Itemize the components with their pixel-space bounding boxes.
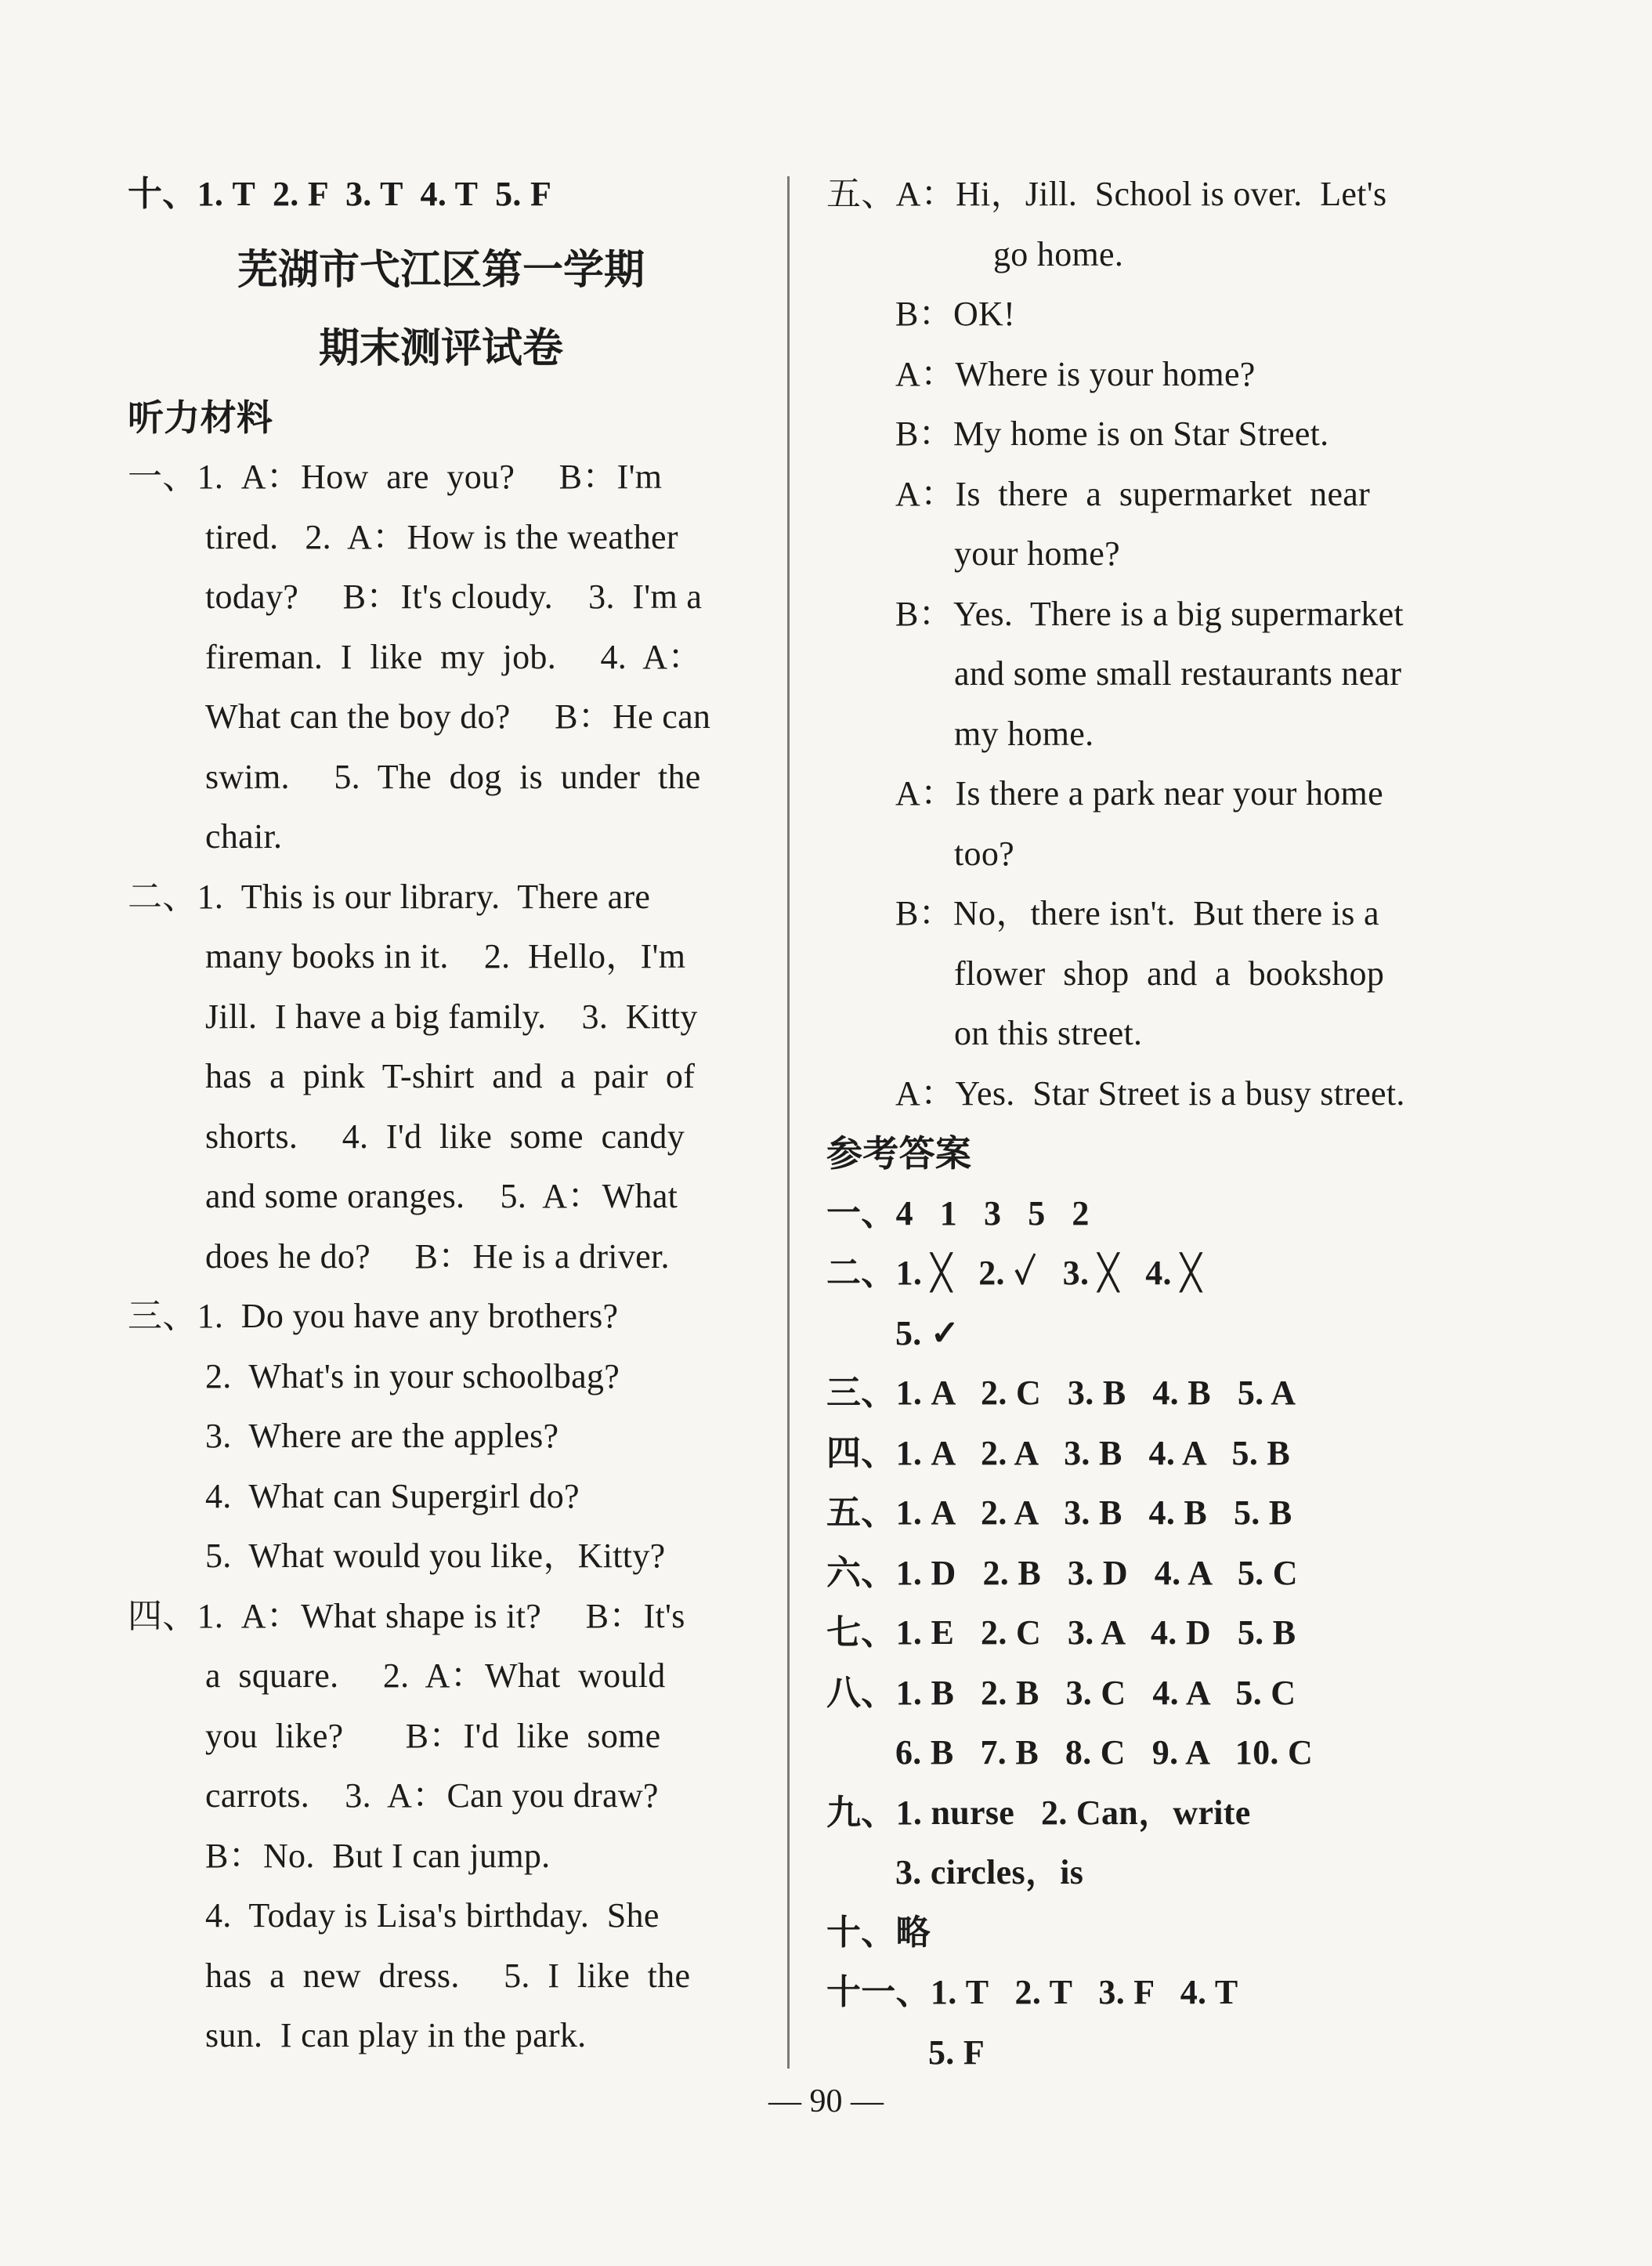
listening-s1-line: tired. 2. A：How is the weather <box>205 517 678 556</box>
listening-s1-line: 一、1. A：How are you? B：I'm <box>128 458 663 496</box>
listening-s4-line: sun. I can play in the park. <box>205 2016 587 2054</box>
dialogue-line: A：Yes. Star Street is a busy street. <box>895 1073 1405 1113</box>
answer-line: 6. B 7. B 8. C 9. A 10. C <box>895 1733 1314 1772</box>
dialogue-line: on this street. <box>954 1014 1143 1052</box>
listening-s4-line: B：No. But I can jump. <box>205 1836 551 1875</box>
answer-line: 三、1. A 2. C 3. B 4. B 5. A <box>826 1374 1296 1412</box>
listening-s1-line: What can the boy do? B：He can <box>205 697 711 736</box>
right-column <box>826 165 1453 2083</box>
listening-s4-line: 四、1. A：What shape is it? B：It's <box>128 1596 685 1635</box>
listening-s2-line: shorts. 4. I'd like some candy <box>205 1117 685 1156</box>
listening-s3-line: 3. Where are the apples? <box>205 1417 559 1455</box>
answer-line: 四、1. A 2. A 3. B 4. A 5. B <box>826 1433 1291 1472</box>
answer-line: 5. F <box>928 2033 985 2072</box>
listening-s1-line: fireman. I like my job. 4. A： <box>205 637 703 676</box>
dialogue-line: and some small restaurants near <box>954 654 1402 693</box>
dialogue-line: go home. <box>993 234 1124 273</box>
page-number: — 90 — <box>768 2083 884 2119</box>
answer-line: 六、1. D 2. B 3. D 4. A 5. C <box>826 1553 1298 1592</box>
answer-line: 一、4 1 3 5 2 <box>826 1193 1090 1233</box>
exam-title-line2: 期末测评试卷 <box>318 324 563 372</box>
listening-s4-line: 4. Today is Lisa's birthday. She <box>205 1896 660 1935</box>
dialogue-line: your home? <box>954 534 1120 573</box>
listening-s4-line: a square. 2. A：What would <box>205 1656 666 1695</box>
listening-s2-line: 二、1. This is our library. There are <box>128 877 651 916</box>
listening-s2-line: Jill. I have a big family. 3. Kitty <box>205 997 698 1036</box>
answer-line: 5. ✓ <box>895 1313 960 1352</box>
dialogue-line: A：Where is your home? <box>895 354 1256 393</box>
listening-s3-line: 4. What can Supergirl do? <box>205 1476 580 1515</box>
answer-line: 五、1. A 2. A 3. B 4. B 5. B <box>826 1493 1292 1532</box>
answer-line: 十、略 <box>826 1913 931 1952</box>
answer-line: 八、1. B 2. B 3. C 4. A 5. C <box>826 1673 1296 1712</box>
listening-s1-line: swim. 5. The dog is under the <box>205 757 701 796</box>
listening-s1-line: today? B：It's cloudy. 3. I'm a <box>205 577 703 616</box>
dialogue-line: B：No，there isn't. But there is a <box>895 894 1379 932</box>
dialogue-line: B：Yes. There is a big supermarket <box>895 594 1404 633</box>
exam-title-line1: 芜湖市弋江区第一学期 <box>237 246 645 294</box>
answer-line: 3. circles，is <box>895 1853 1084 1891</box>
dialogue-line: flower shop and a bookshop <box>954 954 1385 993</box>
listening-s3-line: 5. What would you like，Kitty? <box>205 1537 666 1575</box>
dialogue-line: my home. <box>954 714 1094 753</box>
listening-s4-line: you like? B：I'd like some <box>205 1716 661 1755</box>
listening-s2-line: and some oranges. 5. A：What <box>205 1177 678 1215</box>
listening-s2-line: does he do? B：He is a driver. <box>205 1236 670 1276</box>
listening-s4-line: carrots. 3. A：Can you draw? <box>205 1776 659 1815</box>
dialogue-line: B：OK! <box>895 295 1016 333</box>
answer-line: 七、1. E 2. C 3. A 4. D 5. B <box>826 1613 1296 1652</box>
dialogue-line: B：My home is on Star Street. <box>895 414 1329 453</box>
answer-line-ten: 十、1. T 2. F 3. T 4. T 5. F <box>128 175 552 213</box>
answer-line: 二、1. ╳ 2. ✓ 3. ╳ 4. ╳ <box>826 1254 1202 1292</box>
listening-s3-line: 三、1. Do you have any brothers? <box>128 1297 619 1335</box>
section-heading-answers: 参考答案 <box>826 1132 972 1175</box>
listening-s4-line: has a new dress. 5. I like the <box>205 1956 691 1995</box>
dialogue-line: 五、A：Hi，Jill. School is over. Let's <box>826 175 1387 213</box>
listening-s3-line: 2. What's in your schoolbag? <box>205 1356 620 1395</box>
answer-line: 九、1. nurse 2. Can，write <box>826 1793 1251 1832</box>
listening-s1-line: chair. <box>205 817 283 856</box>
dialogue-line: too? <box>954 834 1014 873</box>
listening-s2-line: many books in it. 2. Hello，I'm <box>205 937 686 976</box>
left-column <box>128 165 754 2066</box>
section-heading-listening: 听力材料 <box>128 396 273 439</box>
answer-line: 十一、1. T 2. T 3. F 4. T <box>826 1973 1238 2011</box>
dialogue-line: A：Is there a supermarket near <box>895 474 1371 513</box>
column-divider <box>787 176 790 2069</box>
listening-s2-line: has a pink T-shirt and a pair of <box>205 1057 696 1095</box>
dialogue-line: A：Is there a park near your home <box>895 774 1383 813</box>
